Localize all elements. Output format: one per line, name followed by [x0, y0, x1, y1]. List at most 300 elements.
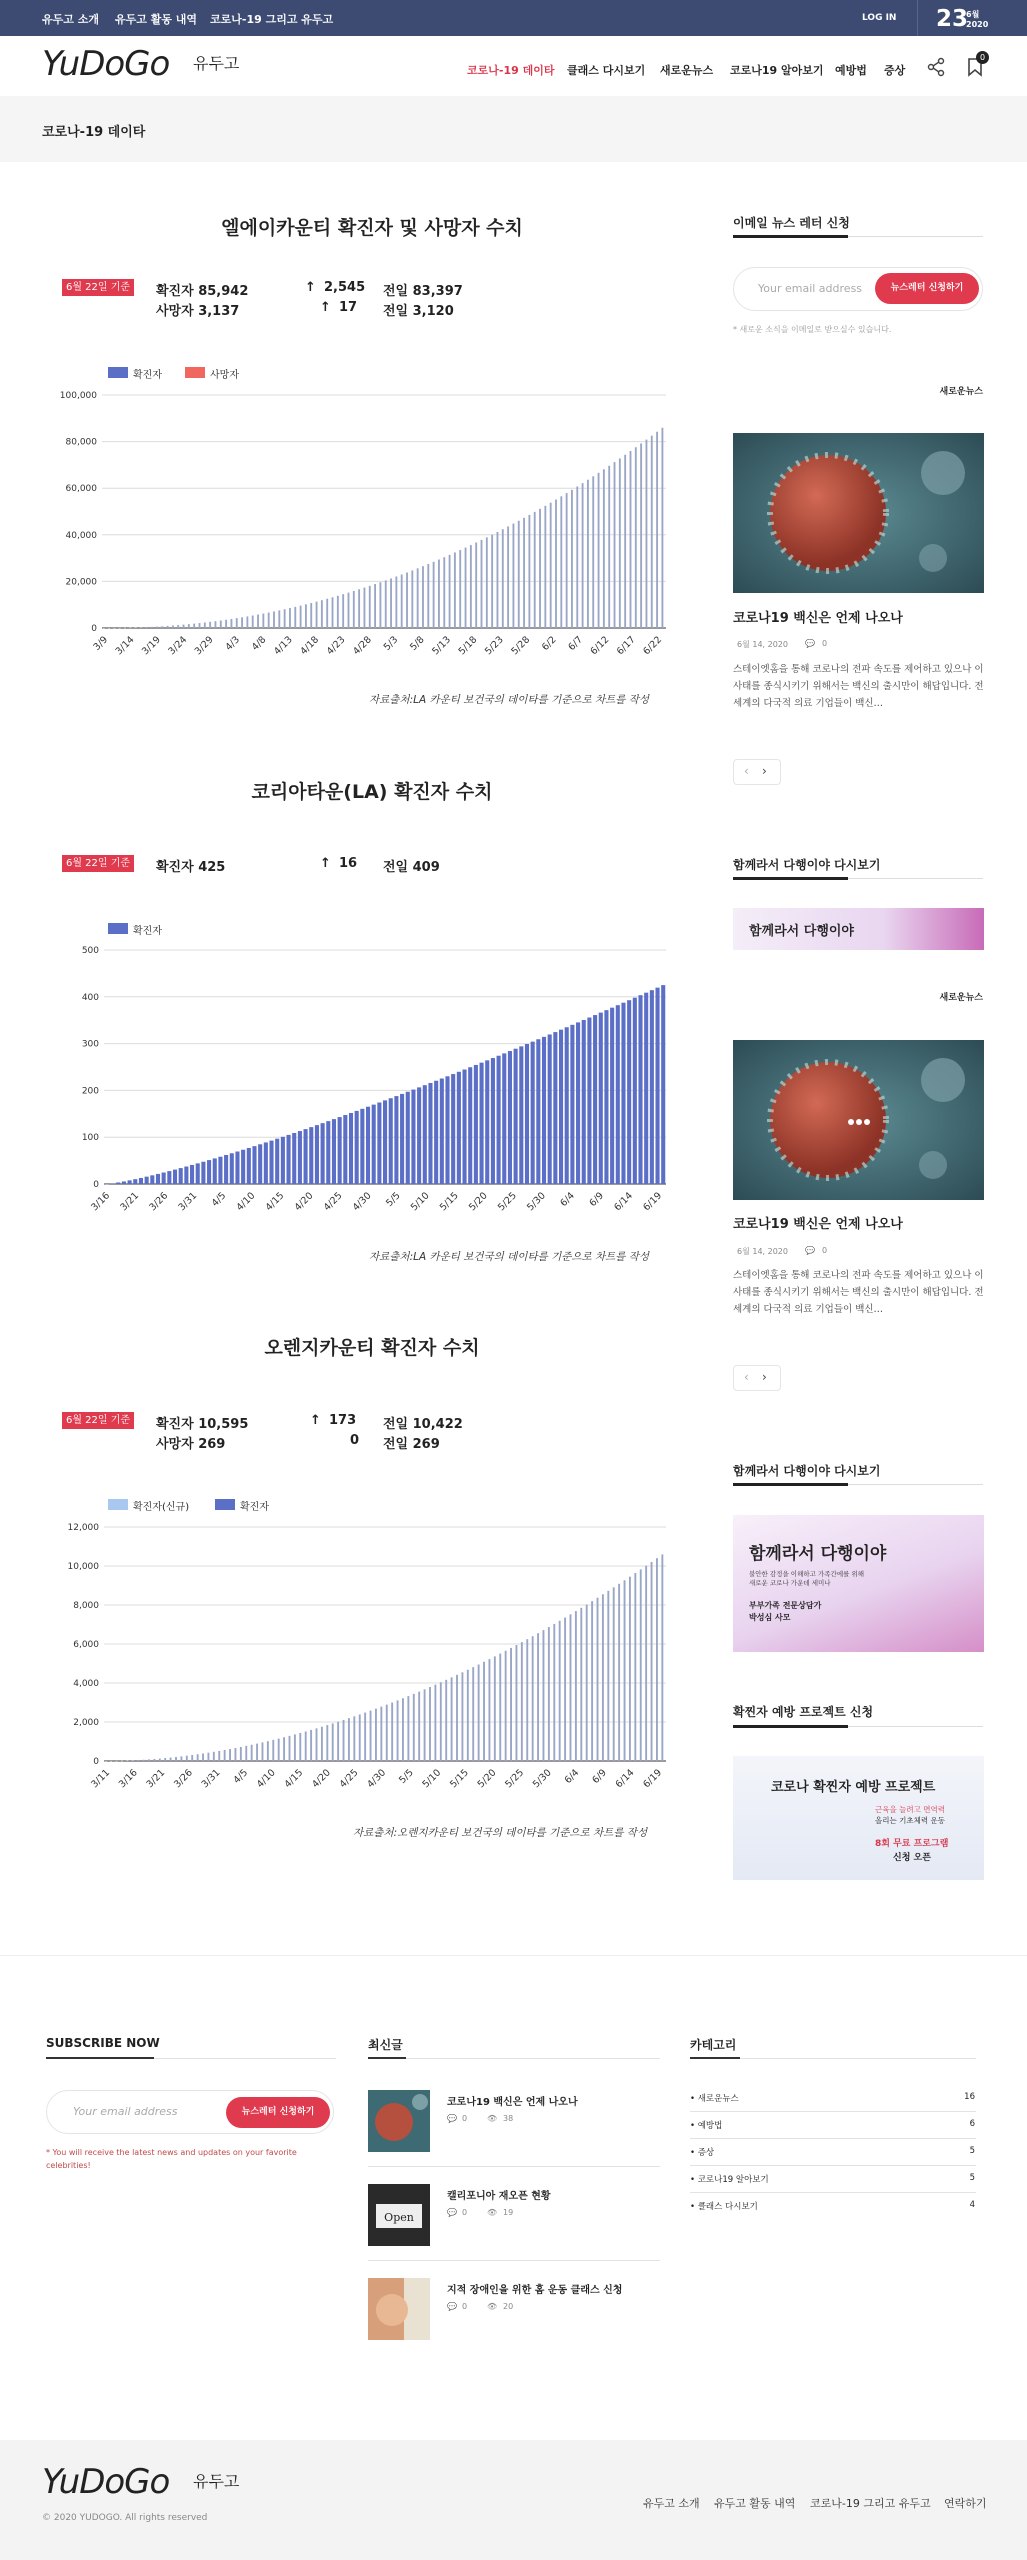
- chart-bar: [315, 1125, 319, 1184]
- post-comments: 0: [462, 2302, 468, 2311]
- chart-bar: [505, 1651, 507, 1761]
- chart-bar: [379, 582, 381, 628]
- nav-symptoms[interactable]: 증상: [884, 64, 906, 77]
- news-card-image[interactable]: [733, 1040, 984, 1200]
- news-tag[interactable]: 새로운뉴스: [939, 387, 983, 397]
- news-card-title[interactable]: 코로나19 백신은 언제 나오나: [733, 611, 903, 626]
- legend-label: 확진자: [240, 1502, 269, 1513]
- chart-bar: [440, 1682, 442, 1761]
- chart-bar: [262, 614, 264, 628]
- chart-source: 자료출처:LA 카운티 보건국의 데이타를 기준으로 차트를 작성: [369, 1251, 650, 1263]
- x-tick-label: 3/31: [176, 1190, 200, 1214]
- chart-bar: [337, 596, 339, 628]
- chart-bar: [402, 1698, 404, 1761]
- chart-bar: [349, 1113, 353, 1184]
- chart-bar: [292, 1133, 296, 1184]
- x-tick-label: 5/25: [503, 1767, 527, 1791]
- sidebar-subscribe-button[interactable]: 뉴스레터 신청하기: [875, 273, 979, 304]
- heading-underline: [368, 2058, 660, 2059]
- chart-bar: [555, 500, 557, 628]
- post-title[interactable]: 코로나19 백신은 언제 나오나: [447, 2097, 578, 2108]
- chart-bar: [604, 1010, 608, 1184]
- chart-bar: [343, 1720, 345, 1761]
- heading-underline: [690, 2058, 976, 2059]
- chart-bar: [488, 1659, 490, 1761]
- chart-bar: [287, 1135, 291, 1184]
- chart-bar: [213, 1158, 217, 1184]
- x-tick-label: 6/9: [590, 1767, 609, 1786]
- chart-bar: [316, 1728, 318, 1761]
- nav-covid-data[interactable]: 코로나-19 데이타: [467, 64, 555, 77]
- next-icon[interactable]: ›: [762, 764, 767, 778]
- chart-bar: [613, 1587, 615, 1761]
- chart-bar: [468, 1067, 472, 1184]
- x-tick-label: 5/30: [525, 1190, 548, 1214]
- chart-bar: [105, 1184, 109, 1185]
- chart-bar: [559, 1621, 561, 1761]
- chart-bar: [499, 1654, 501, 1761]
- chart-bar: [385, 580, 387, 628]
- chart-bar: [619, 458, 621, 628]
- chart-bar: [422, 566, 424, 628]
- legend-swatch: [108, 923, 128, 934]
- chart-bar: [550, 503, 552, 628]
- chart-la-county: [42, 385, 682, 658]
- post-thumbnail[interactable]: [368, 2090, 430, 2152]
- chart-source: 자료출처:LA 카운티 보건국의 데이타를 기준으로 차트를 작성: [369, 694, 650, 706]
- nav-news[interactable]: 새로운뉴스: [660, 64, 714, 77]
- chart-bar: [391, 1703, 393, 1761]
- x-tick-label: 3/21: [144, 1767, 168, 1791]
- post-title[interactable]: 캘리포니아 재오픈 현황: [447, 2191, 551, 2202]
- banner1-heading: 함께라서 다행이야 다시보기: [733, 858, 881, 872]
- x-tick-label: 4/5: [209, 1190, 229, 1209]
- chart-bar: [305, 604, 307, 628]
- nav-prevention[interactable]: 예방법: [835, 64, 867, 77]
- banner-line: 새로운 코로나 가운데 세미나: [749, 1579, 831, 1587]
- post-comments: 0: [462, 2208, 468, 2217]
- banner-text: 함께라서 다행이야: [749, 924, 854, 939]
- chart-bar: [257, 615, 259, 628]
- chart-bar: [451, 1677, 453, 1761]
- nav-covid-info[interactable]: 코로나19 알아보기: [730, 64, 824, 77]
- chart-bar: [272, 1740, 274, 1761]
- x-tick-label: 6/7: [566, 634, 585, 653]
- eye-icon: 👁: [487, 2302, 498, 2311]
- chart-bar: [582, 1020, 586, 1184]
- chart-bar: [164, 1758, 166, 1761]
- legend-label: 확진자(신규): [133, 1502, 190, 1513]
- chart-bar: [523, 518, 525, 628]
- chart-bar: [359, 1714, 361, 1761]
- chart-bar: [418, 1692, 420, 1761]
- chart-bar: [497, 532, 499, 628]
- stat-confirmed-prev: 전일 10,422: [383, 1417, 463, 1432]
- x-tick-label: 3/9: [91, 634, 111, 653]
- banner2-heading: 함께라서 다행이야 다시보기: [733, 1464, 881, 1478]
- login-link[interactable]: LOG IN: [862, 13, 897, 23]
- chart-bar: [593, 1015, 597, 1184]
- chart-bar: [592, 476, 594, 628]
- chart-bar: [532, 1636, 534, 1761]
- x-tick-label: 3/16: [89, 1190, 113, 1214]
- prev-icon[interactable]: ‹: [744, 764, 749, 778]
- banner-text: 함께라서 다행이야: [749, 1544, 887, 1564]
- category-name: • 증상: [690, 2148, 715, 2158]
- chart-bar: [245, 1746, 247, 1761]
- news-tag[interactable]: 새로운뉴스: [939, 993, 983, 1003]
- news-card-date: 6월 14, 2020: [737, 640, 788, 649]
- category-name: • 예방법: [690, 2121, 723, 2131]
- news-card-image[interactable]: [733, 433, 984, 593]
- date-day: 23: [936, 6, 969, 32]
- chart-bar: [560, 496, 562, 628]
- banner-together[interactable]: [733, 908, 984, 950]
- chart-bar: [283, 1737, 285, 1761]
- stat-deaths-prev: 전일 3,120: [383, 304, 454, 319]
- chart-bar: [633, 998, 637, 1184]
- y-tick-label: 0: [91, 624, 97, 634]
- chart-bar: [433, 562, 435, 628]
- legend-label: 확진자: [133, 370, 162, 381]
- chart-bar: [474, 1065, 478, 1184]
- banner-together-large[interactable]: [733, 1515, 984, 1652]
- chart-bar: [383, 1100, 387, 1184]
- chart-bar: [316, 602, 318, 628]
- chart-bar: [411, 1090, 415, 1184]
- chart-bar: [508, 1051, 512, 1184]
- chart-bar: [608, 466, 610, 628]
- chart-bar: [485, 1060, 489, 1184]
- eye-icon: 👁: [487, 2208, 498, 2217]
- chart-bar: [457, 1072, 461, 1184]
- stat-confirmed: 확진자 10,595: [156, 1417, 249, 1432]
- chart-bar: [202, 1753, 204, 1761]
- chart-bar: [645, 1566, 647, 1761]
- chart-bar: [358, 589, 360, 628]
- x-tick-label: 5/8: [408, 634, 427, 653]
- chart-bar: [369, 586, 371, 628]
- chart-bar: [321, 600, 323, 628]
- heading-underline: [46, 2058, 336, 2059]
- chart-bar: [597, 1598, 599, 1761]
- x-tick-label: 3/21: [118, 1190, 142, 1214]
- chart-bar: [289, 1736, 291, 1761]
- chart-bar: [564, 1618, 566, 1761]
- arrow-up-icon: ↑: [320, 856, 331, 871]
- chart-bar: [427, 564, 429, 628]
- virus-image: [733, 433, 984, 593]
- x-tick-label: 4/25: [321, 1190, 345, 1214]
- stat-confirmed-increase: 2,545: [324, 280, 366, 295]
- chart-bar: [470, 545, 472, 628]
- stat-confirmed: 확진자 85,942: [156, 284, 249, 299]
- chart-bar: [140, 627, 142, 628]
- chart-bar: [326, 1725, 328, 1761]
- divider: [690, 2192, 976, 2193]
- chart-bar: [395, 576, 397, 628]
- chart-bar: [624, 1580, 626, 1761]
- footer-logo-kr[interactable]: 유두고: [193, 2472, 240, 2491]
- chart-bar: [459, 550, 461, 628]
- chart-bar: [481, 540, 483, 628]
- x-tick-label: 3/31: [199, 1767, 223, 1791]
- chart-bar: [150, 1175, 154, 1184]
- y-tick-label: 0: [93, 1757, 99, 1767]
- date-badge: 6월 22일 기준: [62, 855, 134, 872]
- x-tick-label: 5/20: [466, 1190, 490, 1214]
- divider: [690, 2138, 976, 2139]
- chart-bar: [170, 1758, 172, 1761]
- banner-workout[interactable]: [733, 1756, 984, 1880]
- x-tick-label: 6/12: [588, 634, 612, 658]
- chart-bar: [528, 515, 530, 628]
- chart-bar: [190, 1165, 194, 1184]
- chart-bar: [264, 1142, 268, 1184]
- chart-bar: [599, 1013, 603, 1184]
- x-tick-label: 3/14: [113, 634, 137, 658]
- chart-bar: [486, 537, 488, 628]
- chart-bar: [650, 990, 654, 1184]
- x-tick-label: 6/2: [540, 634, 559, 653]
- chart-bar: [507, 526, 509, 628]
- chart-bar: [576, 486, 578, 628]
- chart-bar: [294, 1734, 296, 1761]
- chart-bar: [353, 591, 355, 628]
- footer-link-about[interactable]: 유두고 소개: [643, 2497, 700, 2510]
- chart-bar: [159, 1759, 161, 1761]
- banner-line: 부부가족 전문상담가: [749, 1601, 822, 1610]
- chart-bar: [184, 1167, 188, 1184]
- x-tick-label: 4/30: [365, 1767, 389, 1791]
- category-count: 16: [964, 2092, 975, 2102]
- chart-bar: [161, 626, 163, 628]
- x-tick-label: 3/11: [89, 1767, 113, 1791]
- top-link-about[interactable]: 유두고 소개: [42, 13, 99, 26]
- y-tick-label: 400: [81, 992, 99, 1003]
- x-tick-label: 6/22: [641, 634, 665, 658]
- footer-logo[interactable]: YuDoGo: [42, 2462, 170, 2502]
- site-logo[interactable]: YuDoGo: [42, 44, 170, 84]
- share-icon[interactable]: [925, 56, 947, 78]
- chart-bar: [640, 1569, 642, 1761]
- legend-swatch: [108, 367, 128, 378]
- chart-bar: [197, 1754, 199, 1761]
- chart-bar: [116, 1182, 120, 1184]
- chart-bar: [156, 627, 158, 628]
- x-tick-label: 5/20: [475, 1767, 499, 1791]
- chart-bar: [544, 506, 546, 628]
- chart-bar: [273, 611, 275, 628]
- chart-bar: [651, 1562, 653, 1761]
- chart-bar: [536, 1039, 540, 1184]
- footer-link-activity[interactable]: 유두고 활동 내역: [714, 2497, 796, 2510]
- news-card-title[interactable]: 코로나19 백신은 언제 나오나: [733, 1217, 903, 1232]
- x-tick-label: 6/14: [612, 1190, 636, 1214]
- category-name: • 코로나19 알아보기: [690, 2175, 769, 2185]
- chart-bar: [456, 1675, 458, 1761]
- chart-bar: [246, 616, 248, 628]
- top-bar: [0, 0, 1027, 36]
- chart-bar: [284, 609, 286, 628]
- chart-bar: [199, 623, 201, 628]
- chart-bar: [602, 1594, 604, 1761]
- chart-bar: [113, 628, 115, 629]
- chart-bar: [258, 1144, 262, 1184]
- x-tick-label: 3/29: [192, 634, 216, 658]
- post-title[interactable]: 지적 장애인을 위한 홈 운동 클래스 신청: [447, 2285, 623, 2296]
- category-item[interactable]: [690, 2119, 975, 2131]
- y-tick-label: 12,000: [67, 1523, 99, 1533]
- chart-bar: [497, 1056, 501, 1184]
- date-badge: 6월 22일 기준: [62, 279, 134, 296]
- chart-orange-county: [42, 1515, 682, 1795]
- divider: [368, 2260, 660, 2261]
- chart-bar: [465, 548, 467, 628]
- chart-bar: [372, 1105, 376, 1184]
- chart-bar: [449, 555, 451, 628]
- x-tick-label: 5/23: [482, 634, 506, 658]
- chart-bar: [241, 1150, 245, 1184]
- chart-bar: [235, 1152, 239, 1184]
- next-icon[interactable]: ›: [762, 1370, 767, 1384]
- chart-bar: [491, 1058, 495, 1184]
- y-tick-label: 4,000: [73, 1679, 99, 1689]
- x-tick-label: 5/5: [397, 1767, 416, 1786]
- x-tick-label: 4/10: [234, 1190, 258, 1214]
- y-tick-label: 40,000: [65, 530, 97, 541]
- chart-bar: [401, 575, 403, 628]
- y-tick-label: 10,000: [67, 1562, 99, 1572]
- prev-icon[interactable]: ‹: [744, 1370, 749, 1384]
- news-pager: [733, 759, 781, 785]
- chart-bar: [462, 1070, 466, 1184]
- divider: [368, 2166, 660, 2167]
- chart-bar: [548, 1034, 552, 1184]
- post-views: 38: [503, 2114, 514, 2123]
- chart-bar: [177, 625, 179, 628]
- chart-bar: [310, 1730, 312, 1761]
- chart-bar: [521, 1642, 523, 1761]
- footer-subscribe-button[interactable]: 뉴스레터 신청하기: [226, 2097, 330, 2128]
- chart-bar: [167, 1171, 171, 1184]
- category-item[interactable]: [690, 2146, 975, 2158]
- section-title-koreatown: 코리아타운(LA) 확진자 수치: [251, 781, 493, 803]
- chart-bar: [153, 1759, 155, 1761]
- post-thumbnail[interactable]: [368, 2278, 430, 2340]
- chart-bar: [531, 1042, 535, 1184]
- category-item[interactable]: [690, 2200, 975, 2212]
- chart-bar: [193, 624, 195, 628]
- x-tick-label: 5/5: [384, 1190, 403, 1209]
- y-tick-label: 300: [81, 1039, 99, 1050]
- chart-bar: [326, 599, 328, 628]
- chart-bar: [587, 480, 589, 628]
- x-tick-label: 4/20: [310, 1767, 333, 1791]
- x-tick-label: 6/17: [614, 634, 638, 658]
- chart-bar: [603, 469, 605, 628]
- chart-bar: [516, 1645, 518, 1761]
- x-tick-label: 4/25: [337, 1767, 361, 1791]
- y-tick-label: 60,000: [65, 484, 97, 495]
- chart-bar: [126, 1761, 128, 1762]
- chart-bar: [196, 1163, 200, 1184]
- arrow-up-icon: ↑: [320, 300, 331, 315]
- category-count: 5: [969, 2146, 975, 2156]
- chart-bar: [548, 1627, 550, 1761]
- chart-bar: [108, 628, 110, 629]
- chart-bar: [172, 626, 174, 628]
- date-badge: 6월 22일 기준: [62, 1412, 134, 1429]
- x-tick-label: 4/15: [263, 1190, 287, 1214]
- footer-link-contact[interactable]: 연락하기: [944, 2497, 987, 2510]
- category-item[interactable]: [690, 2173, 975, 2185]
- chart-bar: [252, 1146, 256, 1184]
- banner-line: 8회 무료 프로그램: [875, 1839, 949, 1849]
- comment-icon: 💬: [805, 1246, 815, 1255]
- chart-bar: [413, 1694, 415, 1761]
- open-sign-thumb: [368, 2184, 430, 2246]
- post-thumbnail[interactable]: [368, 2184, 430, 2246]
- legend-label: 사망자: [210, 370, 239, 381]
- chart-bar: [105, 1761, 107, 1762]
- chart-bar: [332, 597, 334, 628]
- chart-bar: [173, 1170, 177, 1184]
- chart-source: 자료출처:오렌지카운티 보건국의 데이타를 기준으로 차트를 작성: [353, 1827, 648, 1839]
- chart-bar: [247, 1148, 251, 1184]
- chart-bar: [337, 1722, 339, 1761]
- chart-bar: [646, 440, 648, 628]
- nav-class-replay[interactable]: 클래스 다시보기: [567, 64, 646, 77]
- chart-bar: [119, 628, 121, 629]
- y-tick-label: 100: [81, 1133, 99, 1144]
- chart-bar: [309, 1127, 313, 1184]
- chart-bar: [201, 1162, 205, 1184]
- chart-bar: [215, 621, 217, 628]
- chart-bar: [121, 1761, 123, 1762]
- footer-link-covid[interactable]: 코로나-19 그리고 유두고: [810, 2497, 931, 2510]
- chart-bar: [618, 1584, 620, 1761]
- chart-bar: [207, 1160, 211, 1184]
- comment-icon: 💬: [805, 639, 815, 648]
- chart-bar: [542, 1037, 546, 1184]
- chart-bar: [180, 1756, 182, 1761]
- chart-bar: [377, 1103, 381, 1184]
- chart-bar: [110, 1761, 112, 1762]
- chart-bar: [326, 1121, 330, 1184]
- chart-bar: [429, 1687, 431, 1761]
- divider: [690, 2165, 976, 2166]
- chart-bar: [229, 1749, 231, 1761]
- chart-bar: [269, 1141, 273, 1184]
- chart-bar: [224, 1750, 226, 1761]
- legend-swatch: [185, 367, 205, 378]
- chart-bar: [640, 443, 642, 628]
- x-tick-label: 4/28: [351, 634, 374, 658]
- site-logo-kr[interactable]: 유두고: [193, 54, 240, 73]
- chart-bar: [360, 1109, 364, 1184]
- news-card-excerpt: 스테이엣홈을 통해 코로나의 전파 속도를 제어하고 있으나 이 사태를 종식시키기 위해서는 백신의 출시만이 해답입니다. 전 세계의 다국적 의료 기업들이 백신…: [733, 1270, 984, 1315]
- top-link-activity[interactable]: 유두고 활동 내역: [115, 13, 198, 26]
- chart-bar: [218, 1751, 220, 1761]
- chart-bar: [132, 1760, 134, 1761]
- category-item[interactable]: [690, 2092, 975, 2104]
- chart-bar: [186, 1756, 188, 1761]
- chart-bar: [614, 462, 616, 628]
- top-link-covid[interactable]: 코로나-19 그리고 유두고: [210, 13, 334, 26]
- x-tick-label: 4/18: [298, 634, 322, 658]
- chart-bar: [268, 613, 270, 628]
